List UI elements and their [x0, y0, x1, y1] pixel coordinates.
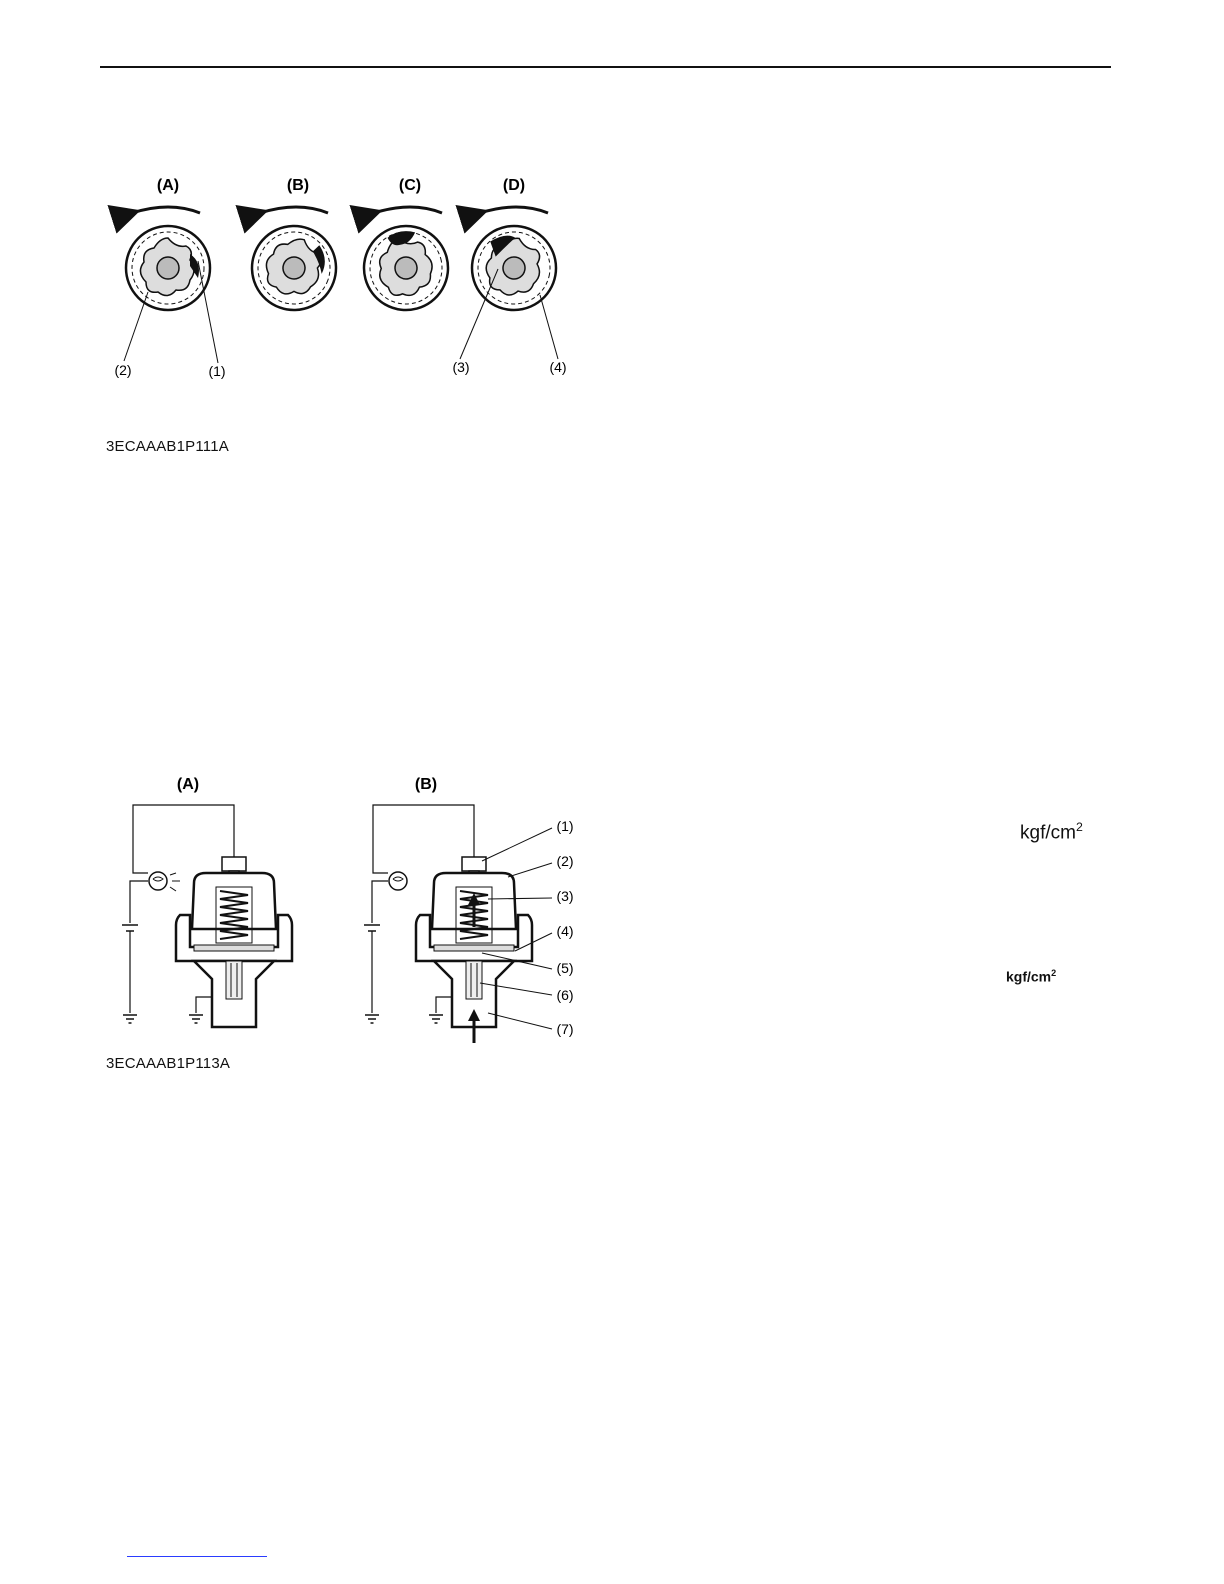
callout-4: (4) [556, 923, 574, 939]
rotor-stage-d [465, 219, 562, 316]
oil-pressure-switch-diagram [100, 765, 590, 1050]
stage-title-b: (B) [286, 177, 310, 194]
callout-1: (1) [556, 818, 574, 834]
callout-7: (7) [556, 1021, 574, 1037]
callout-2: (2) [114, 362, 132, 378]
rotor-pump-diagram [100, 165, 590, 395]
state-title-a: (A) [176, 776, 200, 793]
rotation-arrow-icon [260, 207, 328, 213]
callout-2: (2) [556, 853, 574, 869]
callout-5: (5) [556, 960, 574, 976]
figure-code: 3ECAAAB1P113A [106, 1055, 231, 1072]
figure-code: 3ECAAAB1P111A [106, 438, 229, 455]
stage-title-c: (C) [398, 177, 422, 194]
rotor-stage-a [126, 226, 210, 310]
stage-title-d: (D) [502, 177, 526, 194]
rotation-arrow-icon [374, 207, 442, 213]
pressure-unit: kgf/$cm^2$ [1006, 968, 1057, 985]
callout-6: (6) [556, 987, 574, 1003]
pressure-unit: kgf/$cm^2$ [1020, 820, 1083, 844]
callout-1: (1) [208, 363, 226, 379]
rotor-stage-c [355, 217, 458, 320]
callout-3: (3) [452, 359, 470, 375]
callout-4: (4) [549, 359, 567, 375]
header-rule [100, 66, 1111, 68]
rotation-arrow-icon [132, 207, 200, 213]
callout-3: (3) [556, 888, 574, 904]
switch-circuit-a [122, 805, 292, 1027]
stage-title-a: (A) [156, 177, 180, 194]
link-underline[interactable] [127, 1556, 267, 1557]
switch-circuit-b [364, 805, 532, 1043]
state-title-b: (B) [414, 776, 438, 793]
rotor-stage-b [240, 214, 348, 322]
rotation-arrow-icon [480, 207, 548, 213]
